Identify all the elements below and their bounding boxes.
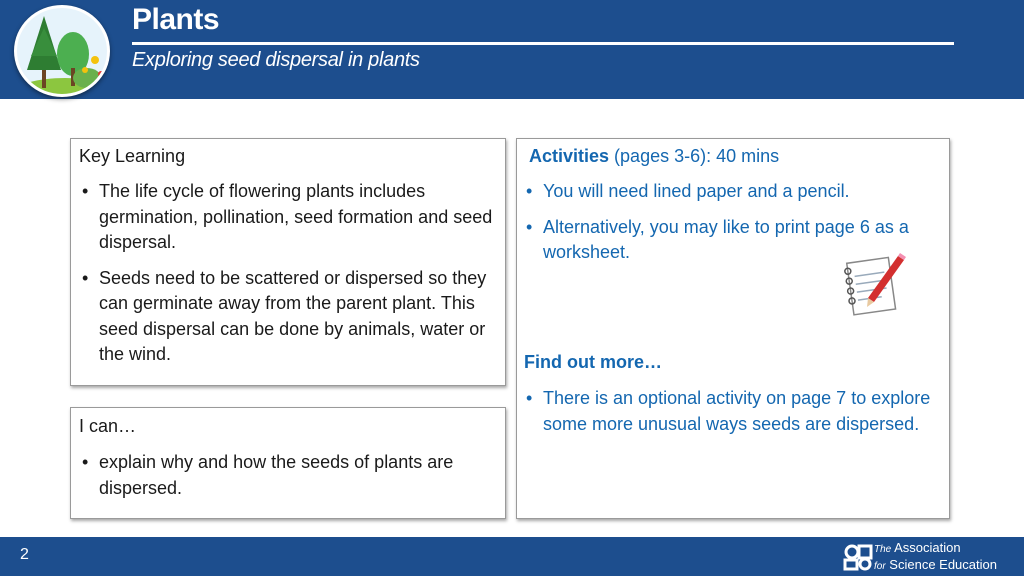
activities-card <box>516 138 950 519</box>
footer-bar <box>0 537 1024 576</box>
page-title: Plants <box>132 3 220 36</box>
page-subtitle: Exploring seed dispersal in plants <box>132 49 420 71</box>
key-learning-heading: Key Learning <box>79 146 186 166</box>
title-divider <box>132 42 954 45</box>
activities-heading: Activities (pages 3-6): 40 mins <box>529 146 780 166</box>
key-learning-card <box>70 138 506 386</box>
i-can-card <box>70 407 506 519</box>
header-bar <box>0 0 1024 99</box>
list-item: • You will need lined paper and a pencil. <box>526 181 850 201</box>
trees-and-plants-icon <box>14 5 110 97</box>
list-item: • Alternatively, you may like to print page 6 as a worksheet. <box>526 216 909 262</box>
i-can-list <box>79 450 499 511</box>
find-out-more-list <box>523 386 943 447</box>
key-learning-list <box>79 179 499 378</box>
i-can-heading: I can… <box>79 416 137 436</box>
list-item: • explain why and how the seeds of plants are dispersed. <box>82 452 454 498</box>
list-item: • There is an optional activity on page 7 to explore some more unusual ways seeds are dispersed. <box>526 388 931 434</box>
list-item: • Seeds need to be scattered or dispersed so they can germinate away from the parent plant. This seed dispersal can be done by animals, water or the wind. <box>82 267 487 364</box>
page-number: 2 <box>20 546 29 563</box>
find-out-more-heading: Find out more… <box>524 352 662 372</box>
notepad-pencil-icon <box>836 250 908 320</box>
list-item: • The life cycle of flowering plants includes germination, pollination, seed formation and seed dispersal. <box>82 181 493 252</box>
ase-logo-icon <box>843 543 873 571</box>
ase-organisation-name: The Association for Science Education <box>874 540 997 572</box>
